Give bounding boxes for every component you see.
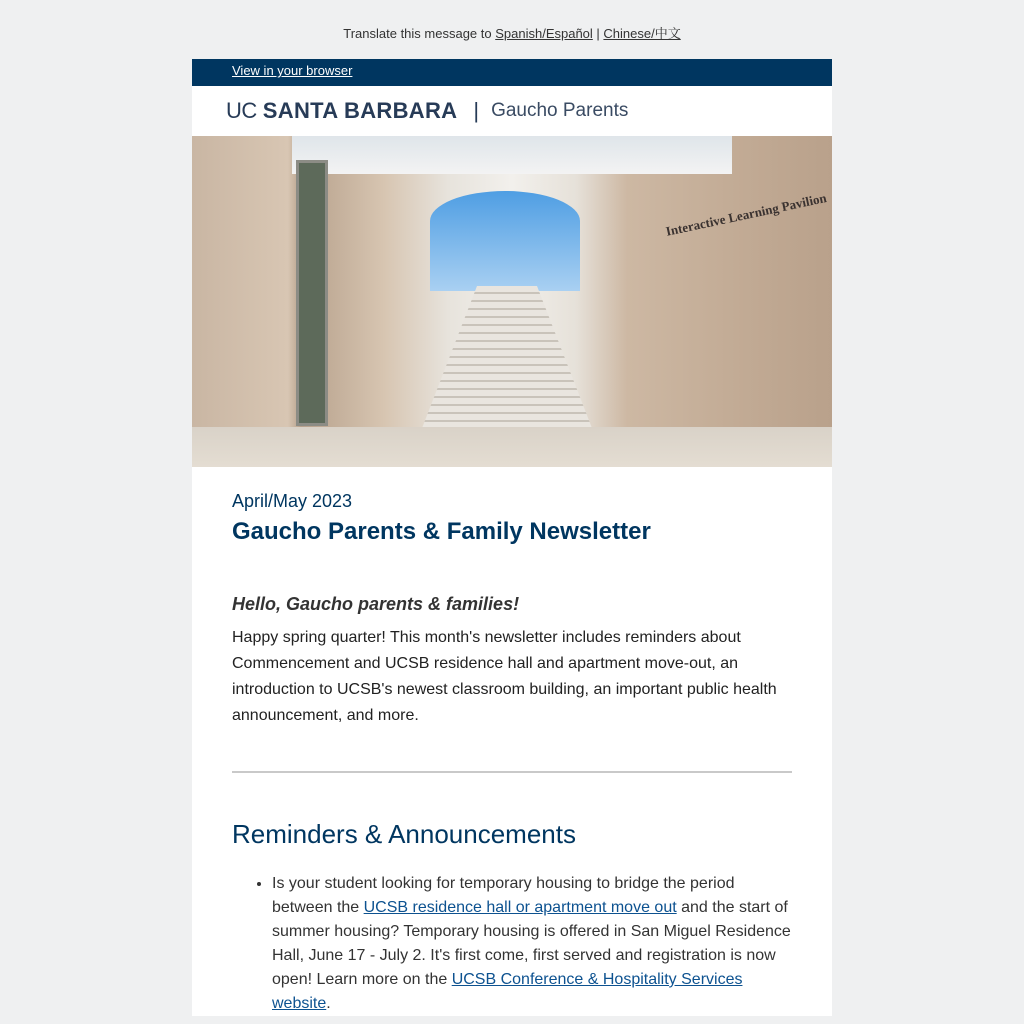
translate-prefix: Translate this message to: [343, 26, 496, 41]
logo-separator: |: [473, 98, 480, 123]
view-in-browser-link[interactable]: View in your browser: [232, 63, 353, 78]
item-text: Is your student looking for temporary housing to bridge the period between the: [272, 875, 735, 916]
hero-floor: [192, 427, 832, 467]
divider: [232, 771, 792, 773]
intro-paragraph: Happy spring quarter! This month's newsletter includes reminders about Commencement and UCSB residence hall and apartment move-out, an introduction to UCSB's newest classroom building, an important public health announcement, and more.: [232, 629, 777, 724]
translate-separator: |: [592, 26, 604, 41]
ucsb-logo: [192, 86, 832, 136]
top-bar: [192, 59, 832, 86]
hero-window: [296, 160, 328, 426]
greeting: Hello, Gaucho parents & families!: [232, 594, 520, 614]
newsletter-content: [192, 467, 832, 1016]
translate-bar: [0, 0, 1024, 59]
spanish-link[interactable]: Spanish/Español: [495, 26, 593, 41]
hero-image: [192, 136, 832, 467]
list-item: [272, 872, 792, 1016]
logo-gaucho-parents: Gaucho Parents: [491, 100, 629, 121]
chinese-link[interactable]: Chinese/中文: [603, 26, 681, 41]
item-text: .: [326, 995, 331, 1012]
email-body: [192, 59, 832, 1016]
newsletter-title: Gaucho Parents & Family Newsletter: [232, 518, 651, 545]
building-sign: Interactive Learning Pavilion: [664, 190, 828, 239]
move-out-link[interactable]: UCSB residence hall or apartment move out: [363, 899, 677, 916]
section-heading-reminders: Reminders & Announcements: [232, 819, 576, 849]
conference-services-link[interactable]: UCSB Conference & Hospitality Services website: [272, 971, 743, 1012]
logo-uc: UC: [226, 98, 257, 123]
reminders-list: [232, 872, 792, 1016]
logo-santa-barbara: SANTA BARBARA: [262, 98, 458, 123]
issue-date: April/May 2023: [232, 491, 353, 511]
item-text: and the start of summer housing? Temporary housing is offered in San Miguel Residence Hall, June 17 - July 2. It's first come, first served and registration is now open! Learn more on the: [272, 899, 791, 988]
hero-roof: [292, 136, 732, 174]
hero-sky: [430, 191, 580, 291]
